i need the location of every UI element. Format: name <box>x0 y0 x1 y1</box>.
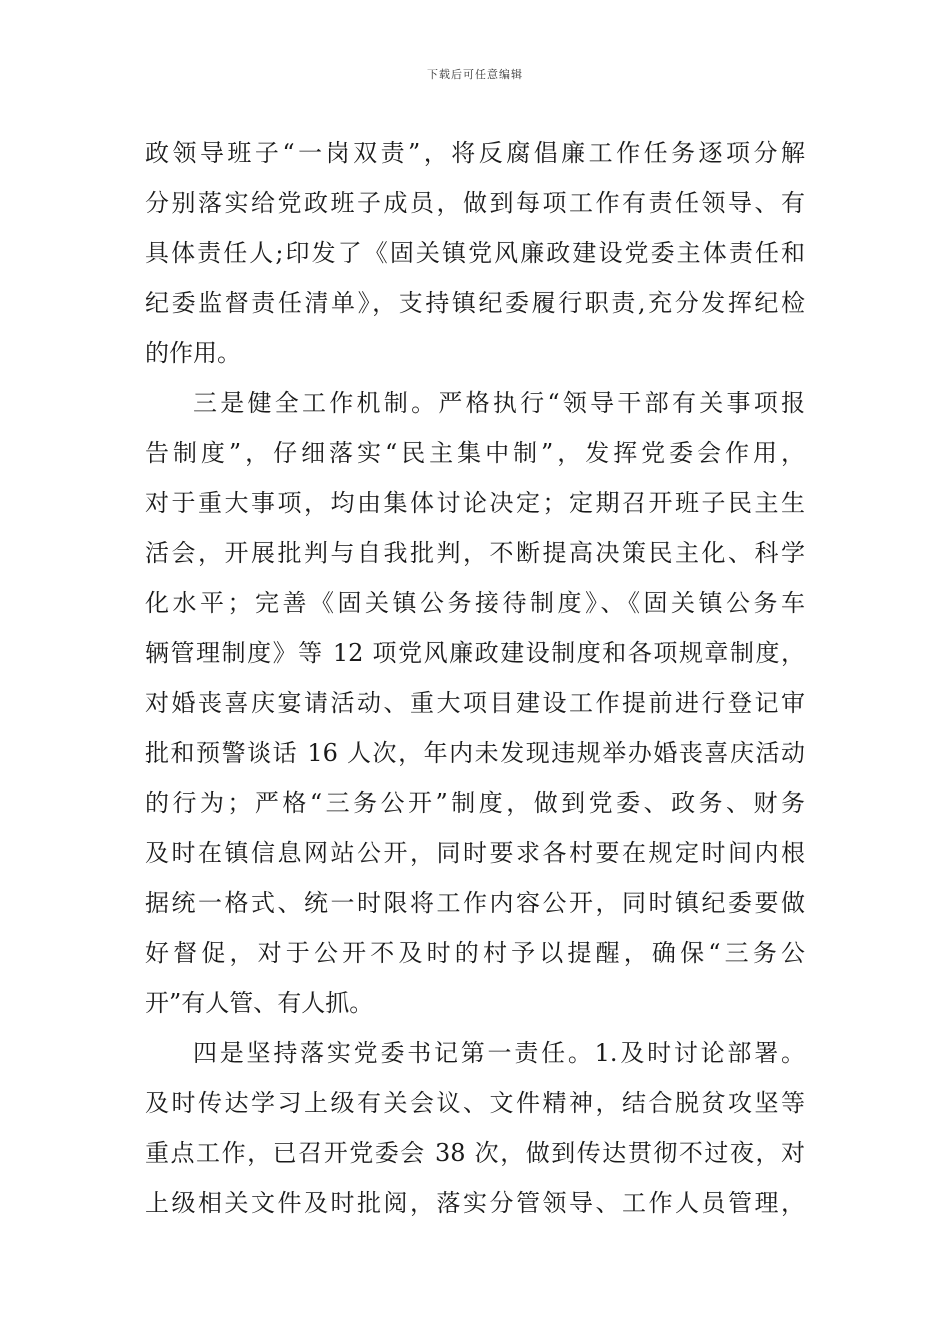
text-line: 政领导班子“一岗双责”，将反腐倡廉工作任务逐项分解 <box>145 139 805 167</box>
text-line: 上级相关文件及时批阅，落实分管领导、工作人员管理， <box>145 1189 805 1217</box>
paragraph-first-line: 三是健全工作机制。严格执行“领导干部有关事项报 <box>193 389 805 417</box>
text-line: 及时传达学习上级有关会议、文件精神，结合脱贫攻坚等 <box>145 1089 805 1117</box>
text-line: 据统一格式、统一时限将工作内容公开，同时镇纪委要做 <box>145 889 805 917</box>
text-line: 辆管理制度》等 12 项党风廉政建设制度和各项规章制度， <box>145 639 805 667</box>
text-line: 对婚丧喜庆宴请活动、重大项目建设工作提前进行登记审 <box>145 689 805 717</box>
paragraph-first-line: 四是坚持落实党委书记第一责任。1.及时讨论部署。 <box>193 1039 805 1067</box>
text-line: 告制度”，仔细落实“民主集中制”，发挥党委会作用， <box>145 439 805 467</box>
text-line: 的作用。 <box>145 339 241 367</box>
document-body <box>145 128 805 1228</box>
text-line: 分别落实给党政班子成员，做到每项工作有责任领导、有 <box>145 189 805 217</box>
text-line: 批和预警谈话 16 人次，年内未发现违规举办婚丧喜庆活动 <box>145 739 805 767</box>
text-line: 纪委监督责任清单》，支持镇纪委履行职责,充分发挥纪检 <box>145 289 805 317</box>
text-line: 重点工作，已召开党委会 38 次，做到传达贯彻不过夜，对 <box>145 1139 805 1167</box>
text-line: 化水平；完善《固关镇公务接待制度》、《固关镇公务车 <box>145 589 805 617</box>
text-line: 及时在镇信息网站公开，同时要求各村要在规定时间内根 <box>145 839 805 867</box>
text-line: 的行为；严格“三务公开”制度，做到党委、政务、财务 <box>145 789 805 817</box>
text-line: 好督促，对于公开不及时的村予以提醒，确保“三务公 <box>145 939 805 967</box>
text-line: 活会，开展批判与自我批判，不断提高决策民主化、科学 <box>145 539 805 567</box>
text-line: 具体责任人;印发了《固关镇党风廉政建设党委主体责任和 <box>145 239 805 267</box>
text-line: 对于重大事项，均由集体讨论决定；定期召开班子民主生 <box>145 489 805 517</box>
page-header-note: 下载后可任意编辑 <box>427 68 523 81</box>
text-line: 开”有人管、有人抓。 <box>145 989 374 1017</box>
